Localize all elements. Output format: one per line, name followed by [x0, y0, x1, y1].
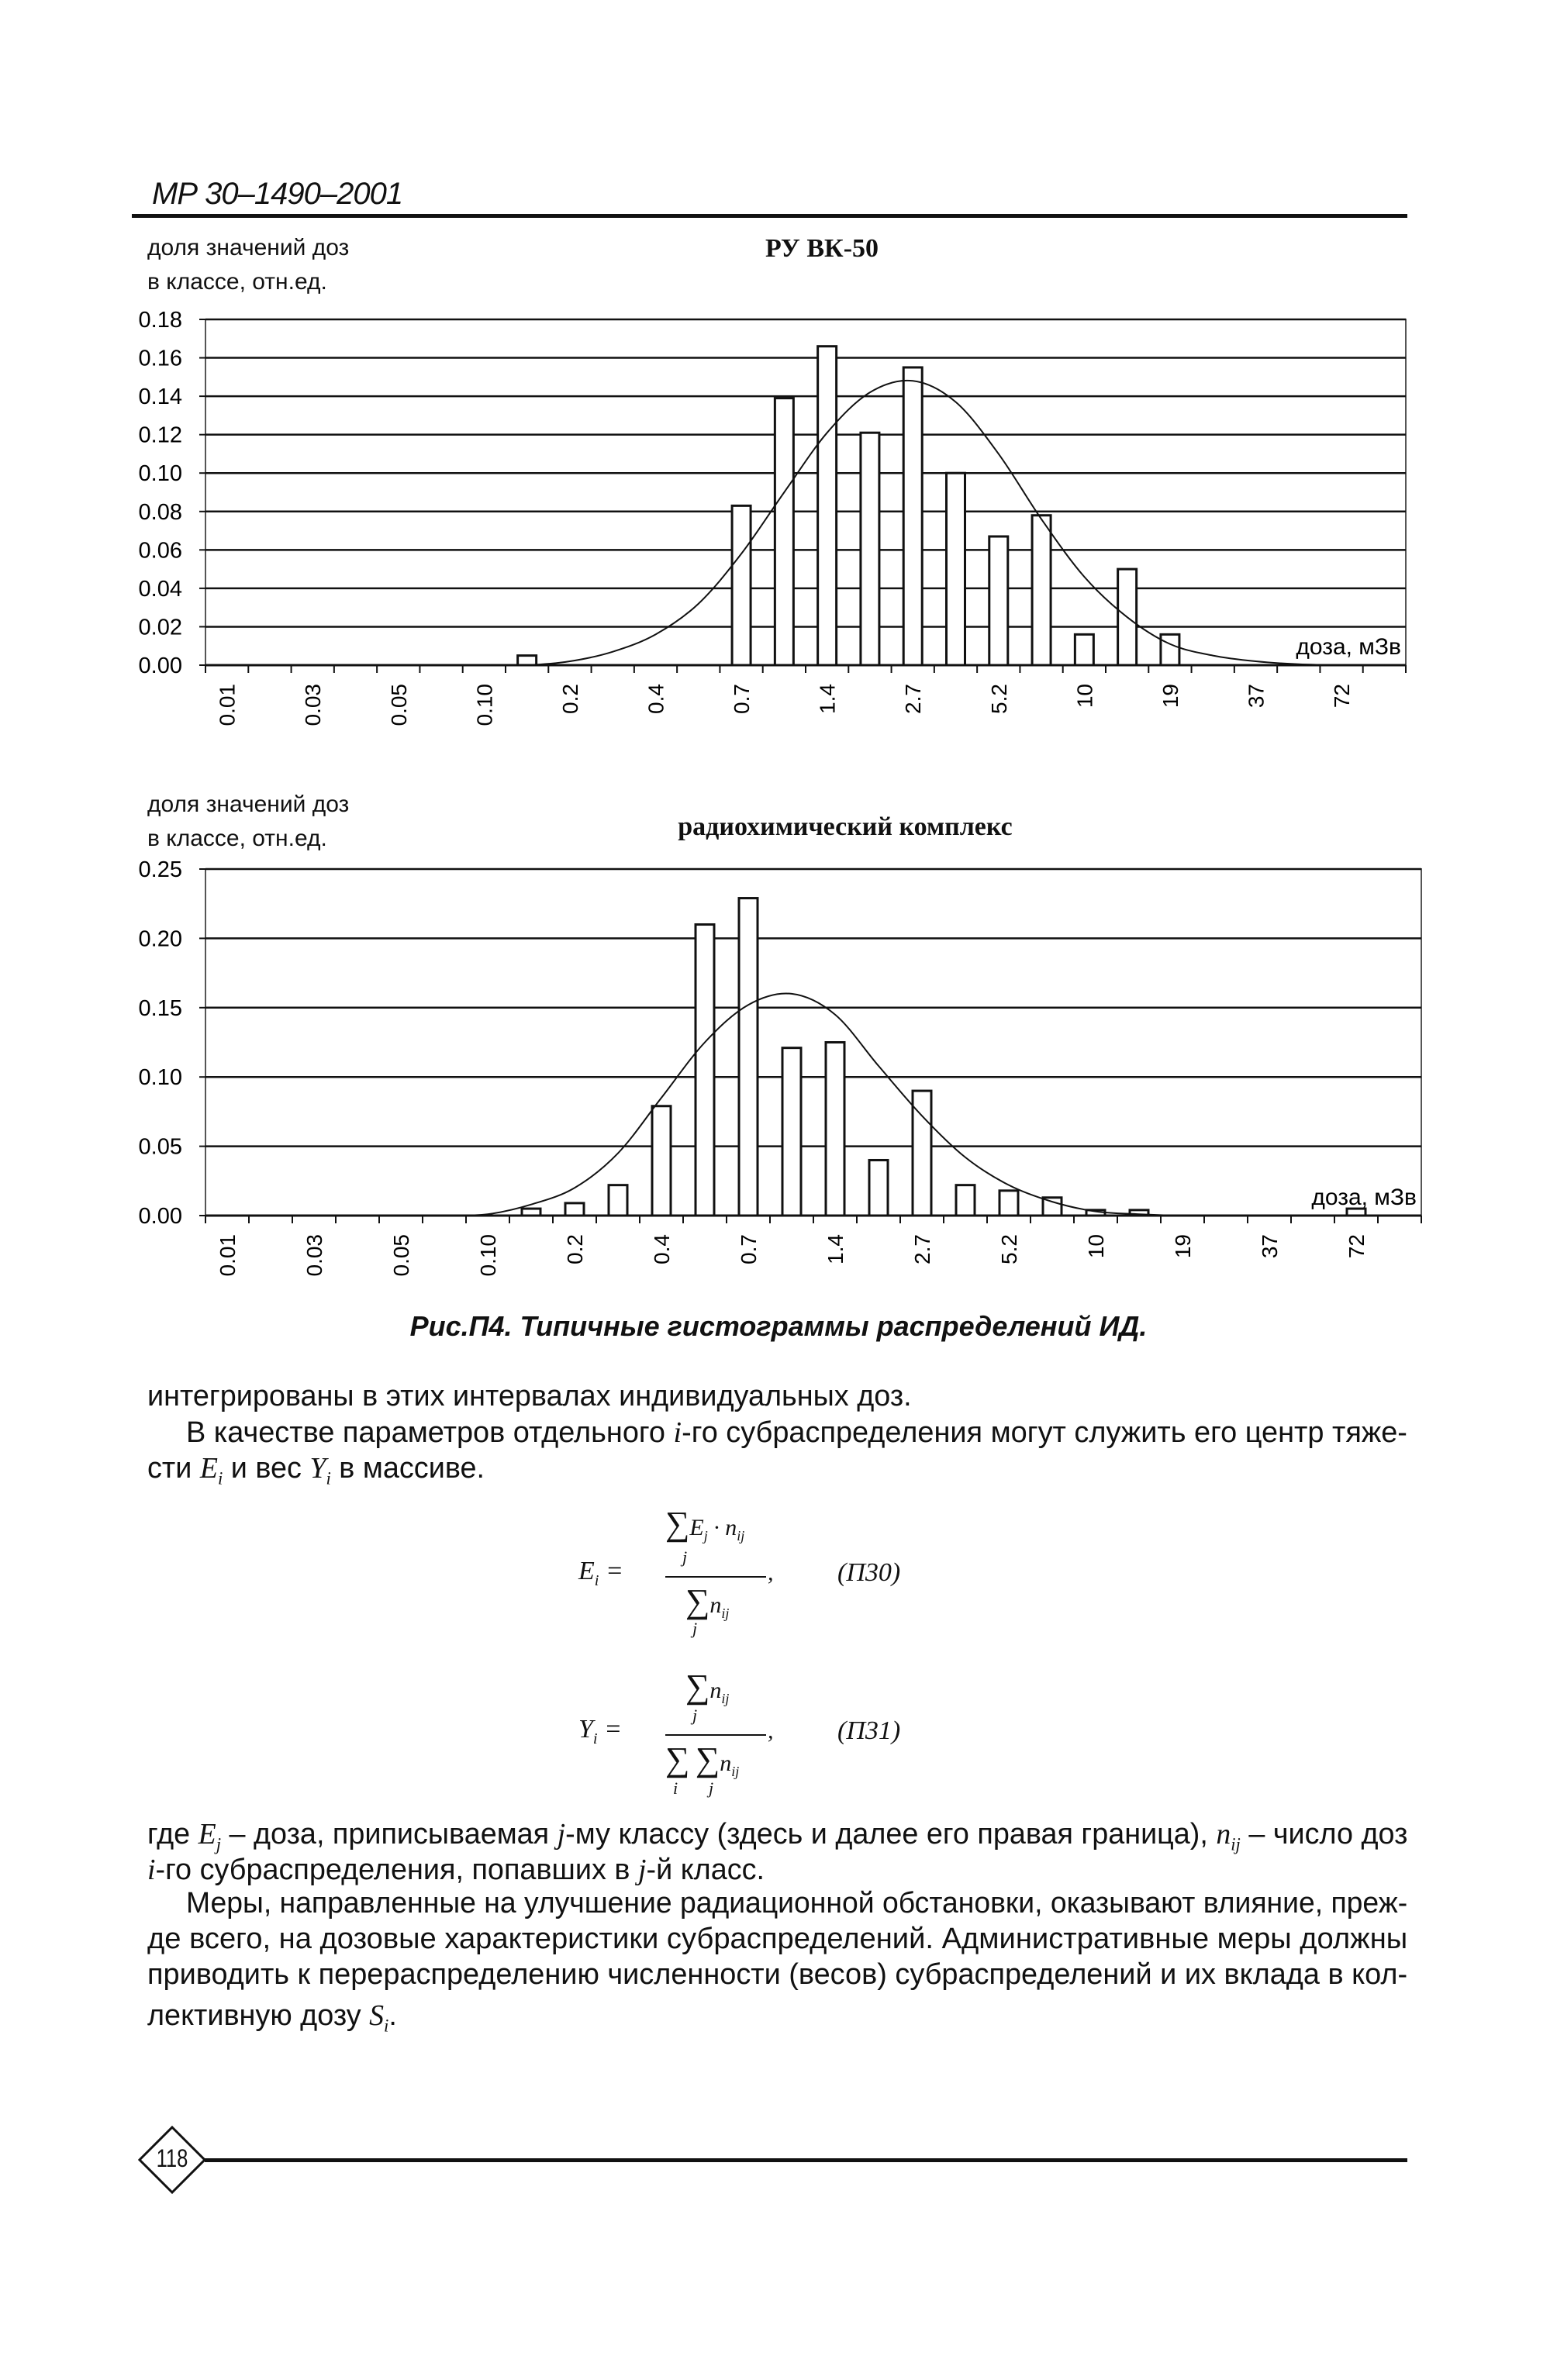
y-tick-label: 0.00 — [138, 1204, 182, 1229]
y-tick-label: 0.25 — [138, 857, 182, 882]
y-tick-label: 0.18 — [138, 308, 182, 333]
y-tick-label: 0.16 — [138, 346, 182, 371]
formula-p31-lhs: $Y_i$ = — [578, 1715, 623, 1747]
math-variable — [1216, 1818, 1241, 1854]
math-symbol: j — [557, 1818, 566, 1851]
formula-p31-index: j — [692, 1706, 698, 1725]
text-run: Меры, направленные на улучшение радиационной обстановки, оказывают влияние, преж- — [186, 1887, 1408, 1920]
histogram-bar — [826, 1043, 844, 1216]
text-run: интегрированы в этих интервалах индивидуальных доз. — [147, 1380, 912, 1412]
math-subscript: i — [326, 1468, 331, 1488]
x-tick-label: 72 — [1330, 684, 1355, 709]
text-run: сти — [147, 1452, 200, 1485]
histogram-bar — [696, 925, 714, 1216]
y-tick-label: 0.10 — [138, 1065, 182, 1091]
x-tick-label: 10 — [1084, 1234, 1108, 1259]
y-tick-label: 0.20 — [138, 926, 182, 952]
math-symbol: Y — [309, 1452, 326, 1485]
math-variable — [309, 1452, 331, 1488]
text-run: в массиве. — [330, 1452, 485, 1485]
y-tick-label: 0.08 — [138, 499, 182, 525]
text-run: В качестве параметров отдельного — [186, 1416, 674, 1449]
math-variable — [369, 1999, 389, 2036]
y-tick-label: 0.10 — [138, 461, 182, 487]
x-tick-label: 5.2 — [997, 1234, 1021, 1264]
x-tick-label: 37 — [1258, 1234, 1282, 1259]
x-tick-label: 10 — [1072, 684, 1097, 709]
x-tick-label: 0.01 — [216, 1234, 240, 1277]
page-number: 118 — [156, 2144, 188, 2172]
histogram-bar — [869, 1160, 888, 1216]
y-tick-label: 0.06 — [138, 538, 182, 564]
formula-p30-denominator: $\sum n_{ij}$ — [685, 1582, 730, 1621]
body-line — [147, 1817, 1407, 1855]
formula-p31-numerator: $\sum n_{ij}$ — [685, 1668, 730, 1706]
math-variable — [638, 1854, 647, 1886]
math-subscript: j — [216, 1834, 222, 1854]
histogram-bar — [522, 1209, 540, 1216]
formula-p31-fraction-bar — [665, 1734, 766, 1736]
formula-p30-fraction-bar — [665, 1576, 766, 1578]
text-run: приводить к перераспределению численности (весов) субраспределений и их вклада в кол- — [147, 1958, 1408, 1991]
figure-caption: Рис.П4. Типичные гистограммы распределений ИД. — [409, 1310, 1148, 1342]
histogram-bar — [956, 1185, 975, 1216]
chart2-title: радиохимический комплекс — [678, 812, 1013, 841]
math-symbol: E — [199, 1452, 218, 1485]
histogram-bar — [739, 899, 758, 1216]
histogram-bar — [782, 1048, 801, 1216]
math-symbol: n — [1216, 1818, 1231, 1851]
formula-p30-comma: , — [768, 1560, 774, 1585]
math-subscript: ij — [1231, 1834, 1241, 1854]
formula-p30-label: (П30) — [837, 1558, 901, 1587]
x-tick-label: 2.7 — [901, 684, 926, 714]
body-line — [147, 1451, 485, 1489]
x-tick-label: 0.03 — [301, 684, 326, 726]
y-tick-label: 0.00 — [138, 654, 182, 678]
text-run: лективную дозу — [147, 1999, 370, 2032]
x-tick-label: 0.03 — [302, 1234, 326, 1277]
x-tick-label: 37 — [1244, 684, 1269, 709]
body-line — [186, 1416, 1407, 1450]
formula-p30-index: j — [682, 1547, 688, 1567]
formula-p30-numerator: $\sum E_j \cdot n_{ij}$ — [665, 1505, 745, 1544]
y-tick-label: 0.12 — [138, 423, 182, 448]
formula-p30-lhs: $E_i$ = — [578, 1557, 623, 1589]
plot-area — [205, 869, 1421, 1216]
x-tick-label: 0.4 — [644, 684, 668, 714]
x-tick-label: 0.2 — [558, 684, 582, 714]
y-tick-label: 0.14 — [138, 385, 182, 410]
x-axis-label: доза, мЗв — [1296, 634, 1401, 660]
text-run: где — [147, 1818, 199, 1851]
x-tick-label: 1.4 — [823, 1234, 848, 1264]
text-run: – доза, приписываемая — [221, 1818, 558, 1851]
x-tick-label: 19 — [1171, 1234, 1195, 1259]
body-line — [147, 1999, 397, 2037]
y-tick-label: 0.05 — [138, 1134, 182, 1160]
text-run: и вес — [223, 1452, 310, 1485]
text-run: -го субраспределения, попавших в — [155, 1854, 638, 1886]
x-tick-label: 0.2 — [563, 1234, 587, 1264]
formula-p31-comma: , — [768, 1718, 774, 1744]
math-symbol: E — [198, 1818, 216, 1851]
x-tick-label: 1.4 — [815, 684, 840, 714]
body-line — [147, 1380, 912, 1413]
x-tick-label: 72 — [1345, 1234, 1369, 1259]
histogram-bar — [609, 1185, 627, 1216]
math-subscript: i — [217, 1468, 223, 1488]
formula-p31-index-j: j — [709, 1778, 714, 1798]
chart2-ylabel-line1: доля значений доз — [147, 792, 350, 817]
chart1-ylabel-line1: доля значений доз — [147, 235, 350, 260]
histogram-bar — [652, 1106, 671, 1216]
x-tick-label: 0.7 — [737, 1234, 761, 1264]
text-run: – число доз — [1240, 1818, 1408, 1851]
y-tick-label: 0.02 — [138, 615, 182, 640]
x-tick-label: 0.10 — [472, 684, 497, 726]
text-run: -й класс. — [646, 1854, 765, 1886]
math-variable — [558, 1818, 565, 1851]
text-run: -му классу (здесь и далее его правая граница), — [565, 1818, 1217, 1851]
body-line — [147, 1923, 1407, 1956]
text-run: де всего, на дозовые характеристики субраспределений. Административные меры должны — [147, 1923, 1408, 1955]
math-variable — [199, 1452, 223, 1488]
x-tick-label: 0.7 — [730, 684, 754, 714]
document-code: МР 30–1490–2001 — [152, 177, 403, 211]
math-variable — [147, 1854, 156, 1886]
text-run: -го субраспределения могут служить его центр тяже- — [682, 1416, 1407, 1449]
text-run: . — [388, 1999, 397, 2032]
x-axis-label: доза, мЗв — [1311, 1185, 1417, 1210]
chart1-title: РУ ВК-50 — [765, 234, 879, 263]
body-line — [147, 1958, 1407, 1992]
formula-p31-index-i: i — [673, 1778, 678, 1798]
chart2-ylabel-line2: в классе, отн.ед. — [147, 826, 327, 851]
formula-p30-denominator-index: j — [692, 1619, 698, 1638]
footer-rule — [205, 2158, 1407, 2162]
math-symbol: S — [369, 1999, 385, 2032]
x-tick-label: 0.05 — [386, 684, 411, 726]
x-tick-label: 0.01 — [215, 684, 240, 726]
math-subscript: i — [384, 2016, 389, 2036]
math-variable — [198, 1818, 222, 1854]
x-tick-label: 0.05 — [389, 1234, 413, 1277]
histogram-bar — [999, 1191, 1018, 1216]
x-tick-label: 2.7 — [910, 1234, 934, 1264]
chart1-ylabel-line2: в классе, отн.ед. — [147, 269, 327, 295]
body-line — [186, 1887, 1407, 1920]
math-variable — [674, 1416, 682, 1449]
x-tick-label: 5.2 — [986, 684, 1011, 714]
math-symbol: j — [637, 1854, 647, 1886]
formula-p31-label: (П31) — [837, 1716, 901, 1745]
math-symbol: i — [147, 1854, 156, 1886]
y-tick-label: 0.04 — [138, 576, 182, 602]
histogram-bar — [565, 1203, 584, 1216]
y-tick-label: 0.15 — [138, 995, 182, 1021]
x-tick-label: 19 — [1158, 684, 1182, 709]
x-tick-label: 0.4 — [650, 1234, 674, 1264]
x-tick-label: 0.10 — [476, 1234, 500, 1277]
fit-curve — [227, 994, 1400, 1216]
math-symbol: i — [673, 1416, 682, 1449]
body-line — [147, 1853, 765, 1887]
formula-p31-denominator: ∑ $\sum n_{ij}$ — [665, 1740, 740, 1779]
